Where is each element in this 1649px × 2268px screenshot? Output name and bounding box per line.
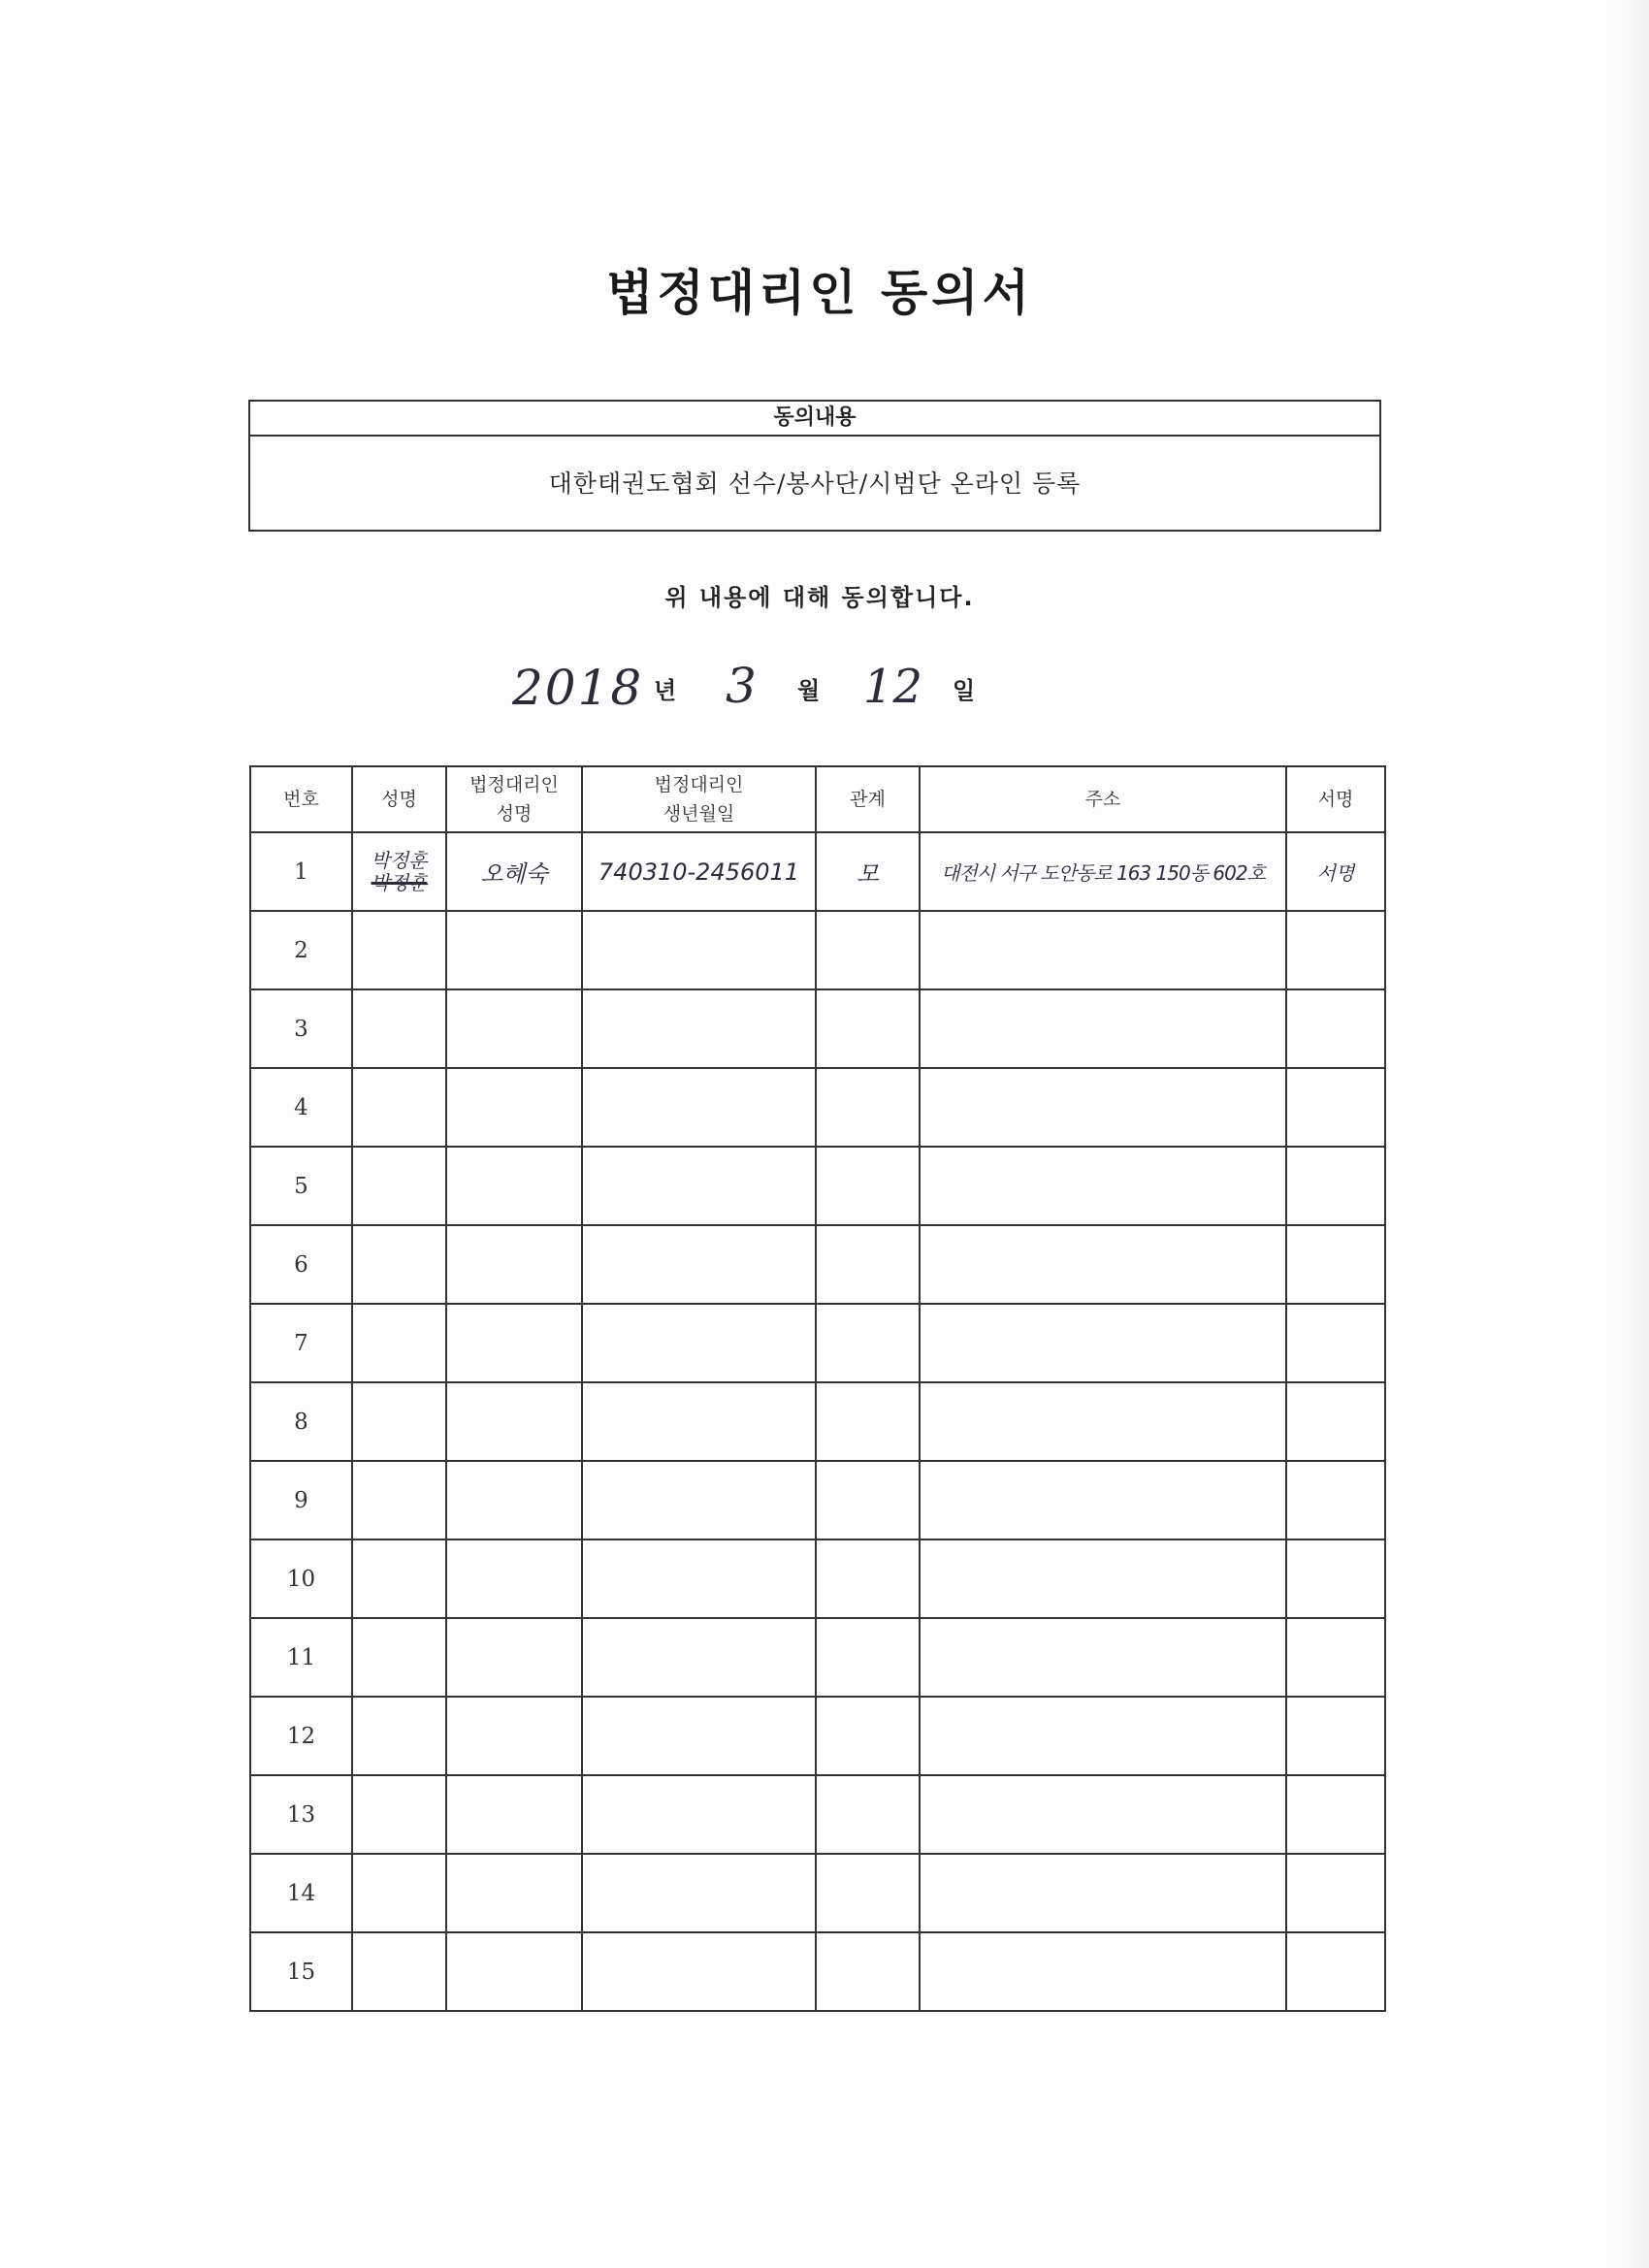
relation (816, 1068, 920, 1147)
guardian-birth (582, 1382, 816, 1461)
header-guardian-name (446, 766, 582, 832)
row-number: 1 (250, 832, 352, 911)
relation (816, 1854, 920, 1932)
signature-cell (1286, 1697, 1385, 1775)
guardian-birth (582, 989, 816, 1068)
row-number: 12 (250, 1697, 352, 1775)
agreement-statement: 위 내용에 대해 동의합니다. (664, 584, 975, 611)
roster-body (250, 832, 1385, 2011)
signature-cell (1286, 832, 1385, 911)
document-title: 법정대리인 동의서 (606, 265, 1033, 321)
signature-cell (1286, 1775, 1385, 1854)
row-number: 9 (250, 1461, 352, 1539)
table-row (250, 1539, 1385, 1618)
signature-cell (1286, 911, 1385, 989)
relation (816, 1932, 920, 2011)
table-row (250, 832, 1385, 911)
address (920, 989, 1286, 1068)
date-line (0, 652, 1639, 720)
student-name-cell (352, 1539, 446, 1618)
relation (816, 911, 920, 989)
guardian-name (446, 989, 582, 1068)
row-number: 2 (250, 911, 352, 989)
row-number: 3 (250, 989, 352, 1068)
student-name-cell (352, 1225, 446, 1304)
date-day-value: 12 (863, 660, 923, 714)
guardian-birth (582, 1539, 816, 1618)
signature-cell (1286, 1304, 1385, 1382)
relation (816, 1775, 920, 1854)
guardian-name (446, 1932, 582, 2011)
page-edge-shadow (1608, 0, 1649, 2268)
student-name-corrected: 박정훈 (371, 848, 428, 872)
date-month-value: 3 (726, 658, 757, 714)
signature-cell (1286, 1618, 1385, 1697)
row-number: 13 (250, 1775, 352, 1854)
student-name-cell (352, 1932, 446, 2011)
address (920, 1775, 1286, 1854)
student-name-struck: 박정훈 (371, 870, 428, 894)
row-number: 4 (250, 1068, 352, 1147)
student-name-cell (352, 1775, 446, 1854)
header-guardian-birth-line2: 생년월일 (663, 803, 735, 825)
guardian-name: 오혜숙 (446, 832, 582, 911)
row-number: 5 (250, 1147, 352, 1225)
row-number: 10 (250, 1539, 352, 1618)
signature-cell (1286, 1854, 1385, 1932)
relation (816, 1225, 920, 1304)
relation (816, 989, 920, 1068)
student-name-cell (352, 1854, 446, 1932)
date-year-value: 2018 (512, 660, 644, 716)
signature-mark: 서명 (1316, 861, 1355, 885)
relation (816, 1304, 920, 1382)
header-address: 주소 (920, 766, 1286, 832)
guardian-birth (582, 1854, 816, 1932)
guardian-name (446, 1539, 582, 1618)
relation (816, 1382, 920, 1461)
address (920, 1618, 1286, 1697)
signature-cell (1286, 1068, 1385, 1147)
guardian-name (446, 1147, 582, 1225)
signature-cell (1286, 1932, 1385, 2011)
guardian-name (446, 1775, 582, 1854)
row-number: 8 (250, 1382, 352, 1461)
guardian-birth (582, 1068, 816, 1147)
guardian-name (446, 1854, 582, 1932)
signature-cell (1286, 989, 1385, 1068)
address: 대전시 서구 도안동로 163 150동 602호 (920, 832, 1286, 911)
guardian-name (446, 1304, 582, 1382)
guardian-birth (582, 911, 816, 989)
student-name-cell (352, 1697, 446, 1775)
header-relation: 관계 (816, 766, 920, 832)
student-name-cell (352, 1461, 446, 1539)
table-row (250, 1382, 1385, 1461)
guardian-birth (582, 1147, 816, 1225)
student-name-cell (352, 1147, 446, 1225)
header-guardian-birth-line1: 법정대리인 (654, 774, 744, 795)
table-row (250, 1304, 1385, 1382)
guardian-birth (582, 1775, 816, 1854)
header-guardian-birth (582, 766, 816, 832)
header-number: 번호 (250, 766, 352, 832)
address (920, 1147, 1286, 1225)
consent-box (248, 400, 1381, 532)
guardian-birth (582, 1304, 816, 1382)
table-row (250, 1932, 1385, 2011)
table-row (250, 989, 1385, 1068)
address (920, 1304, 1286, 1382)
signature-cell (1286, 1225, 1385, 1304)
row-number: 11 (250, 1618, 352, 1697)
guardian-birth (582, 1618, 816, 1697)
guardian-birth (582, 1932, 816, 2011)
relation (816, 1147, 920, 1225)
consent-header: 동의내용 (250, 402, 1379, 437)
signature-cell (1286, 1539, 1385, 1618)
row-number: 6 (250, 1225, 352, 1304)
relation (816, 1697, 920, 1775)
guardian-name (446, 1618, 582, 1697)
student-name-cell (352, 989, 446, 1068)
student-name-cell (352, 832, 446, 911)
header-signature: 서명 (1286, 766, 1385, 832)
date-month-label: 월 (797, 677, 821, 704)
address (920, 1854, 1286, 1932)
address (920, 1461, 1286, 1539)
header-guardian-name-line1: 법정대리인 (469, 774, 559, 795)
header-guardian-name-line2: 성명 (496, 803, 533, 825)
guardian-name (446, 1697, 582, 1775)
row-number: 7 (250, 1304, 352, 1382)
table-row (250, 1854, 1385, 1932)
student-name-cell (352, 1068, 446, 1147)
relation (816, 1461, 920, 1539)
address (920, 1697, 1286, 1775)
table-row (250, 1461, 1385, 1539)
guardian-name (446, 1461, 582, 1539)
student-name-cell (352, 911, 446, 989)
date-day-label: 일 (953, 677, 976, 704)
student-name-cell (352, 1382, 446, 1461)
guardian-birth (582, 1697, 816, 1775)
table-row (250, 1147, 1385, 1225)
table-row (250, 911, 1385, 989)
guardian-birth (582, 1461, 816, 1539)
table-row (250, 1775, 1385, 1854)
roster-table (249, 765, 1386, 2012)
guardian-name (446, 1225, 582, 1304)
guardian-name (446, 1068, 582, 1147)
signature-cell (1286, 1147, 1385, 1225)
student-name-cell (352, 1304, 446, 1382)
table-row (250, 1068, 1385, 1147)
row-number: 15 (250, 1932, 352, 2011)
relation (816, 1618, 920, 1697)
guardian-name (446, 911, 582, 989)
student-name-cell (352, 1618, 446, 1697)
guardian-name (446, 1382, 582, 1461)
address (920, 1068, 1286, 1147)
relation: 모 (816, 832, 920, 911)
signature-cell (1286, 1382, 1385, 1461)
header-name: 성명 (352, 766, 446, 832)
table-row (250, 1225, 1385, 1304)
address (920, 1539, 1286, 1618)
signature-cell (1286, 1461, 1385, 1539)
consent-content: 대한태권도협회 선수/봉사단/시범단 온라인 등록 (548, 470, 1082, 498)
table-row (250, 1697, 1385, 1775)
address (920, 1932, 1286, 2011)
guardian-birth: 740310-2456011 (582, 832, 816, 911)
address (920, 1225, 1286, 1304)
address (920, 1382, 1286, 1461)
row-number: 14 (250, 1854, 352, 1932)
address (920, 911, 1286, 989)
table-header-row (250, 766, 1385, 832)
table-row (250, 1618, 1385, 1697)
date-year-label: 년 (654, 677, 677, 704)
guardian-birth (582, 1225, 816, 1304)
relation (816, 1539, 920, 1618)
